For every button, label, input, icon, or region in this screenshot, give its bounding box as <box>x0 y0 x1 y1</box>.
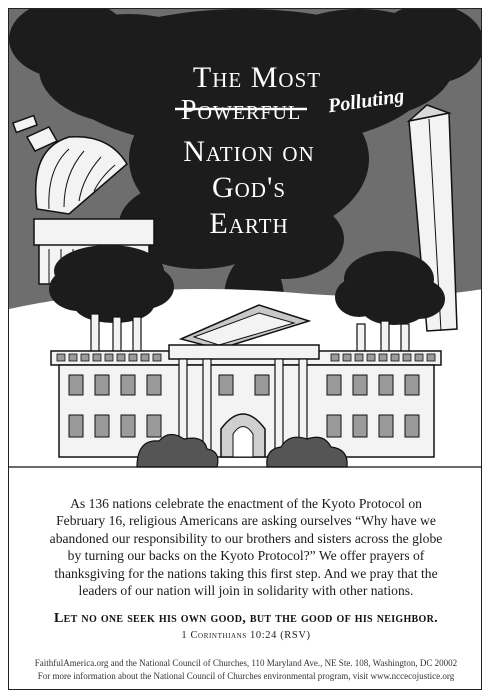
body-paragraph: As 136 nations celebrate the enactment of the Kyoto Protocol on February 16, religious Americans are asking ourselves “Why have we abandoned our responsibility to our brothers and sisters across the globe by turning our backs on the Kyoto Protocol?” We offer prayers of thanksgiving for the nations taking this first step. And we pray that the leaders of our nation will join in solidarity with other nations. <box>49 496 443 599</box>
footer-line-1: FaithfulAmerica.org and the National Council of Churches, 110 Maryland Ave., NE Ste. 108, Washington, DC 20002 <box>34 658 458 668</box>
scripture-citation: 1 Corinthians 10:24 (RSV) <box>181 630 311 641</box>
headline <box>9 9 482 487</box>
headline-line-3: Nation on <box>183 135 315 168</box>
footer-line-2: For more information about the National Council of Churches environmental program, visit www.nccecojustice.org <box>37 670 455 681</box>
scripture-quote: Let no one seek his own good, but the good of his neighbor. <box>54 611 438 626</box>
headline-inserted-word: Polluting <box>326 84 406 118</box>
footer <box>19 657 473 682</box>
headline-line-1: The Most <box>192 61 322 94</box>
poster-frame <box>8 8 482 690</box>
headline-line-5: Earth <box>209 207 289 240</box>
headline-struck-word: Powerful <box>180 95 302 126</box>
headline-line-4: God's <box>211 171 287 204</box>
